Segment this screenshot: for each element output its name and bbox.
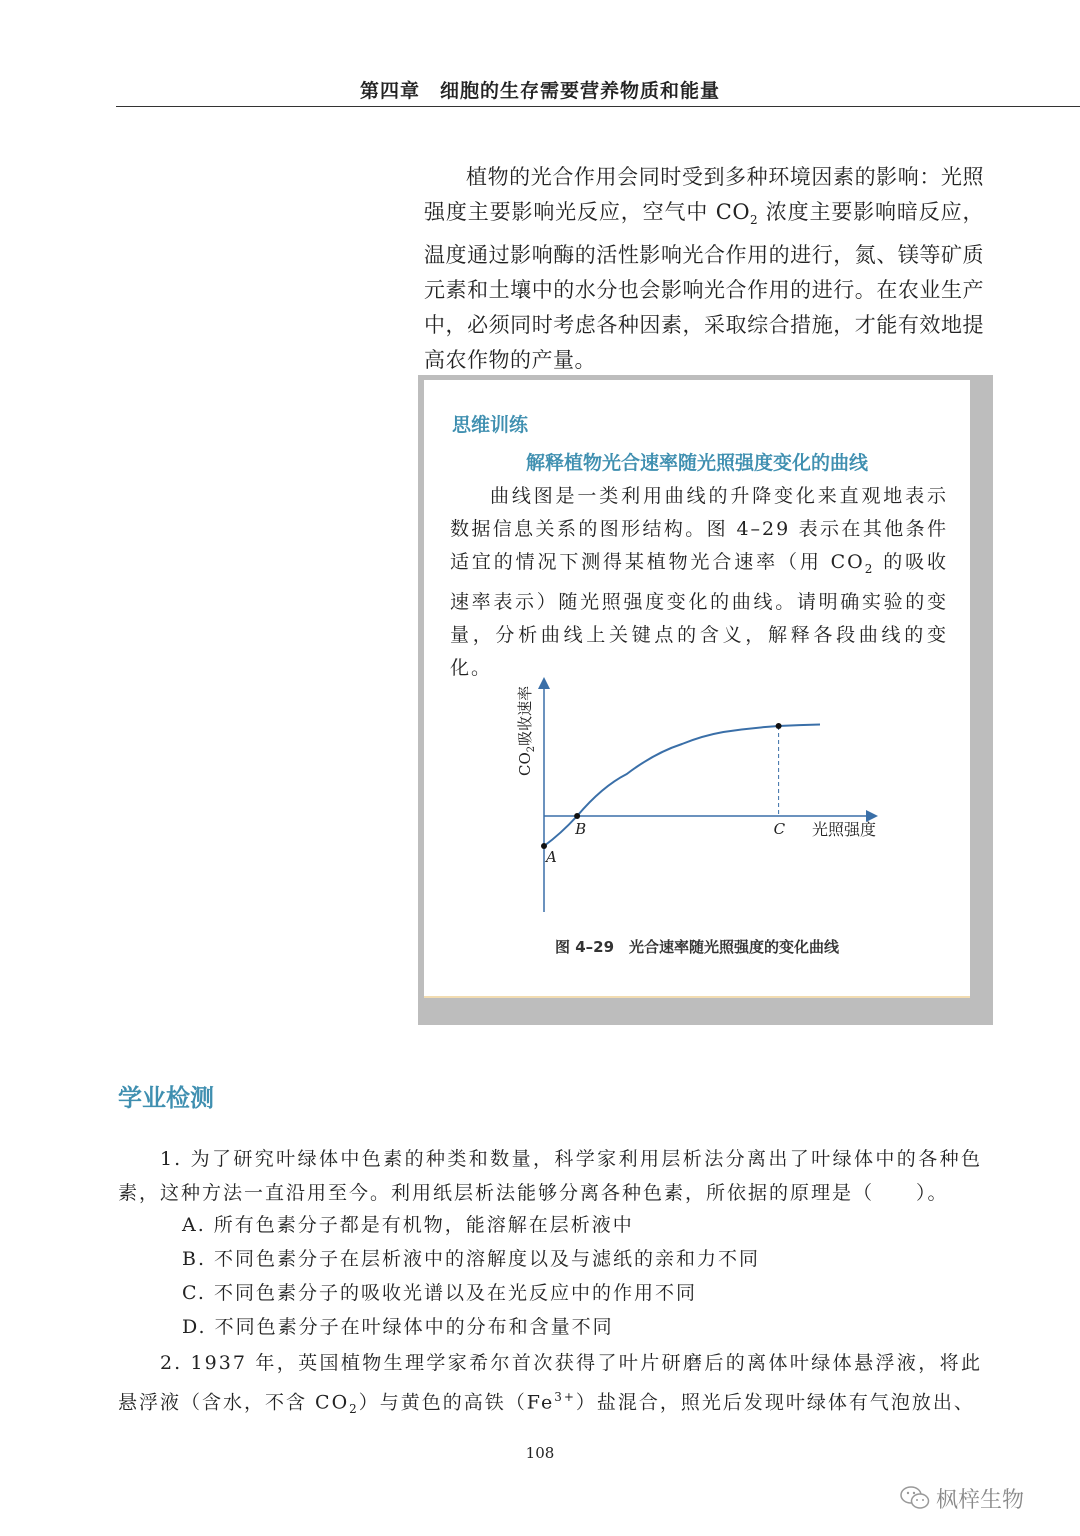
question-1 — [118, 1142, 982, 1210]
question-2 — [118, 1346, 982, 1426]
box-body-subscript: 2 — [864, 561, 875, 576]
thinking-box-heading: 思维训练 — [452, 414, 529, 436]
x-axis-label: 光照强度 — [812, 820, 877, 839]
option-c: C. 不同色素分子的吸收光谱以及在光反应中的作用不同 — [182, 1282, 697, 1304]
point-a-label: A — [546, 848, 557, 866]
q2-text-c: ）盐混合，照光后发现叶绿体有气泡放出、 — [575, 1391, 975, 1414]
figure-4-29 — [500, 668, 920, 928]
point-c-label: C — [773, 820, 786, 838]
thinking-box-subtitle: 解释植物光合速率随光照强度变化的曲线 — [525, 452, 868, 474]
q2-text-a: 2. 1937 年，英国植物生理学家希尔首次获得了叶片研磨后的离体叶绿体悬浮液，将此悬浮液（含水，不含 CO — [118, 1352, 982, 1414]
section-title: 学业检测 — [118, 1084, 214, 1112]
option-b: B. 不同色素分子在层析液中的溶解度以及与滤纸的亲和力不同 — [182, 1248, 761, 1270]
intro-paragraph — [424, 160, 984, 378]
question-1-text: 1. 为了研究叶绿体中色素的种类和数量，科学家利用层析法分离出了叶绿体中的各种色素，这种方法一直沿用至今。利用纸层析法能够分离各种色素，所依据的原理是（ ）。 — [118, 1148, 982, 1204]
q2-superscript: 3+ — [554, 1390, 576, 1404]
point-b-label: B — [575, 820, 587, 838]
intro-subscript: 2 — [750, 213, 759, 228]
point-b — [574, 813, 580, 819]
figure-caption: 图 4–29 光合速率随光照强度的变化曲线 — [554, 938, 840, 956]
option-a: A. 所有色素分子都是有机物，能溶解在层析液中 — [182, 1214, 634, 1236]
page-number: 108 — [525, 1444, 555, 1462]
thinking-box-body — [450, 480, 948, 685]
option-d: D. 不同色素分子在叶绿体中的分布和含量不同 — [182, 1316, 614, 1338]
point-c — [776, 723, 782, 729]
header-rule — [116, 106, 1080, 107]
y-axis-label: $CO_2$吸收速率 — [516, 685, 537, 776]
intro-text-b: 浓度主要影响暗反应，温度通过影响酶的活性影响光合作用的进行，氮、镁等矿质元素和土壤中的水分也会影响光合作用的进行。在农业生产中，必须同时考虑各种因素，采取综合措施，才能有效地提高农作物的产量。 — [424, 200, 984, 373]
box-body-text-a: 曲线图是一类利用曲线的升降变化来直观地表示数据信息关系的图形结构。图 4–29 表示在其他条件适宜的情况下测得某植物光合速率（用 CO — [450, 485, 948, 573]
box-body-text-b: 的吸收速率表示）随光照强度变化的曲线。请明确实验的变量，分析曲线上关键点的含义，解释各段曲线的变化。 — [450, 551, 948, 679]
intro-text-a: 植物的光合作用会同时受到多种环境因素的影响：光照强度主要影响光反应，空气中 CO — [424, 165, 984, 224]
photosynthesis-chart — [500, 668, 920, 928]
q2-subscript: 2 — [349, 1402, 359, 1417]
watermark-text: 枫梓生物 — [936, 1487, 1025, 1513]
chapter-header: 第四章 细胞的生存需要营养物质和能量 — [359, 80, 720, 102]
wechat-icon — [900, 1485, 930, 1511]
watermark — [900, 1480, 1024, 1516]
q2-text-b: ）与黄色的高铁（Fe — [358, 1391, 555, 1414]
